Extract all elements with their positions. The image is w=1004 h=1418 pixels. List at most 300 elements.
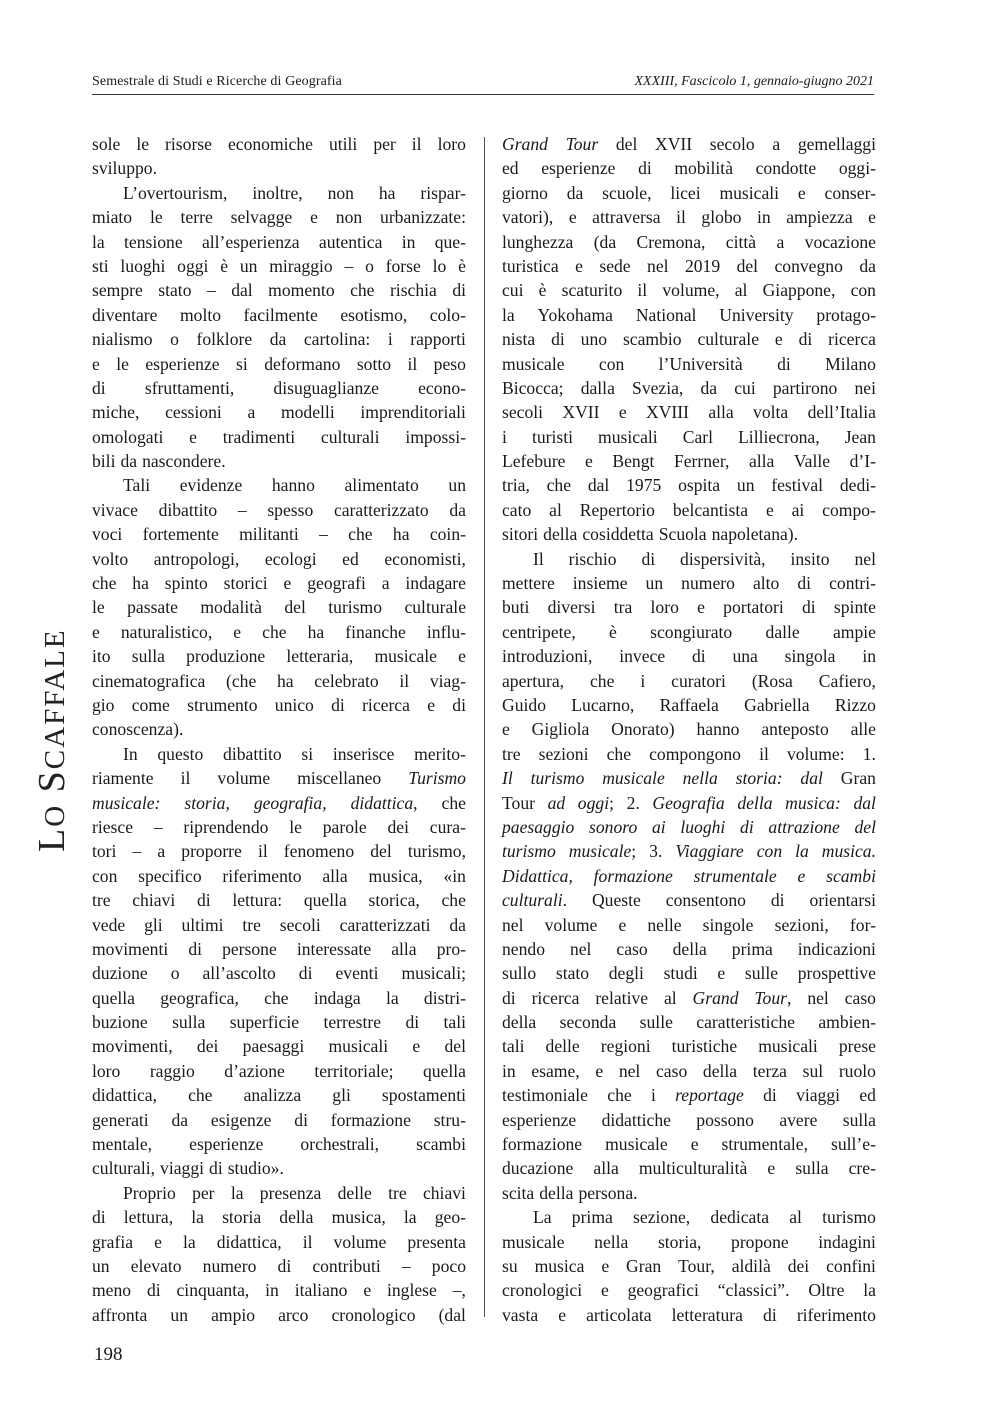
- word: persone: [222, 938, 277, 959]
- word: La: [533, 1207, 552, 1228]
- word: peso: [433, 353, 466, 374]
- word: delle: [545, 1036, 580, 1057]
- word: che: [188, 1085, 213, 1106]
- word: di: [638, 158, 652, 179]
- word: che: [348, 524, 373, 545]
- word: e: [154, 1231, 162, 1252]
- word: viaggi: [796, 1085, 841, 1106]
- word: Gran: [626, 1255, 662, 1276]
- word: scaturito: [561, 280, 623, 301]
- word: XVII: [562, 402, 600, 423]
- word: caratteristiche: [696, 1012, 795, 1033]
- word: un: [239, 255, 258, 276]
- word: un: [645, 573, 664, 594]
- word: condotte: [755, 158, 817, 179]
- word: caso: [616, 938, 648, 959]
- word: del: [444, 1036, 466, 1057]
- word: distri-: [423, 987, 466, 1008]
- word: spesso: [267, 499, 314, 520]
- word: formazione: [502, 1134, 583, 1155]
- word: relative: [595, 987, 649, 1008]
- word: viaggi: [160, 1158, 205, 1179]
- word: di: [740, 816, 754, 837]
- word: alla: [708, 402, 734, 423]
- word: eventi: [335, 963, 379, 984]
- word: orientarsi: [809, 890, 876, 911]
- word: che: [264, 987, 289, 1008]
- word: modalità: [200, 597, 262, 618]
- word: e: [92, 621, 100, 642]
- word: parole: [322, 816, 367, 837]
- word: una: [732, 646, 758, 667]
- text-line: [92, 815, 466, 839]
- word: fenomeno: [283, 841, 355, 862]
- word: proporre: [181, 841, 242, 862]
- word: –: [206, 280, 216, 301]
- word: geografica,: [160, 987, 239, 1008]
- word: compo-: [822, 499, 876, 520]
- word: didattica,: [216, 1231, 282, 1252]
- word: le: [136, 134, 150, 154]
- word: orchestrali,: [300, 1134, 380, 1155]
- word: i: [502, 426, 507, 447]
- word: Geografia: [652, 792, 725, 813]
- word: su: [502, 1255, 518, 1276]
- word: questo: [157, 743, 204, 764]
- word: nel: [569, 938, 592, 959]
- word: spinto: [164, 573, 208, 594]
- word: volume:: [786, 743, 845, 764]
- text-line: [92, 766, 466, 790]
- word: musica: [534, 1255, 585, 1276]
- word: di: [798, 329, 813, 350]
- word: dalle: [765, 621, 800, 642]
- word: 1975: [626, 475, 662, 496]
- text-line: [502, 522, 876, 546]
- word: e: [618, 402, 627, 423]
- word: riferimento: [222, 865, 302, 886]
- word: Proprio: [123, 1182, 176, 1203]
- word: dei: [787, 1255, 810, 1276]
- word: omologati: [92, 426, 164, 447]
- word: turistica: [502, 255, 559, 276]
- word: della: [543, 524, 578, 545]
- word: sfruttamenti,: [144, 377, 235, 398]
- word: musica,: [368, 865, 423, 886]
- word: sullo: [502, 963, 537, 984]
- word: testimoniale: [502, 1085, 588, 1106]
- text-line: [502, 376, 876, 400]
- word: 2.: [626, 792, 640, 813]
- word: facilmente: [243, 304, 318, 325]
- text-line: [92, 693, 466, 717]
- word: Cafiero,: [818, 670, 876, 691]
- word: e: [283, 573, 292, 594]
- word: urbanizzate:: [380, 207, 466, 228]
- word: rapporti: [410, 329, 466, 350]
- word: 1.: [862, 743, 876, 764]
- section-label-lo-scaffale: [30, 628, 77, 852]
- word: un: [170, 1304, 189, 1325]
- word: evidenze: [179, 475, 243, 496]
- word: vede: [92, 914, 126, 935]
- word: specifico: [138, 865, 202, 886]
- word: musicale: [602, 768, 665, 789]
- word: che: [589, 670, 615, 691]
- word: consentono: [665, 890, 746, 911]
- text-line: [92, 303, 466, 327]
- word: e: [233, 621, 242, 642]
- word: unico: [274, 694, 314, 715]
- word: tre: [242, 914, 261, 935]
- word: letteraria,: [286, 646, 354, 667]
- word: Gran: [840, 768, 876, 789]
- word: da: [269, 329, 287, 350]
- word: da: [120, 451, 138, 472]
- word: di: [502, 987, 516, 1008]
- text-line: [502, 425, 876, 449]
- word: cui: [734, 377, 756, 398]
- text-line: [92, 839, 466, 863]
- word: arco: [278, 1304, 309, 1325]
- word: i: [650, 1085, 656, 1106]
- word: culturali: [320, 426, 380, 447]
- text-line: [502, 937, 876, 961]
- word: militanti: [239, 524, 299, 545]
- word: la: [182, 1231, 196, 1252]
- word: sezioni: [538, 743, 589, 764]
- word: musicali: [719, 182, 780, 203]
- word: a: [247, 402, 256, 423]
- word: spostamenti: [381, 1085, 466, 1106]
- text-line: [92, 1278, 466, 1302]
- word: del: [854, 816, 876, 837]
- text-line: [502, 1181, 876, 1205]
- word: per: [192, 1182, 215, 1203]
- word: Queste: [591, 890, 641, 911]
- text-line: [92, 717, 466, 741]
- text-line: [92, 864, 466, 888]
- word: utili: [328, 134, 358, 154]
- word: –: [153, 816, 163, 837]
- word: apertura,: [502, 670, 565, 691]
- word: chiavi: [422, 1182, 466, 1203]
- word: Repertorio: [579, 499, 655, 520]
- word: e: [558, 1304, 567, 1325]
- word: il: [637, 280, 648, 301]
- word: ed: [859, 1085, 876, 1106]
- word: mentale,: [92, 1134, 153, 1155]
- word: e: [412, 1036, 421, 1057]
- text-line: [502, 205, 876, 229]
- word: luoghi: [120, 255, 166, 276]
- text-line: [92, 400, 466, 424]
- word: le: [92, 597, 105, 618]
- word: buzione: [92, 1012, 148, 1033]
- word: delle: [337, 1182, 372, 1203]
- word: musicale: [605, 1134, 668, 1155]
- word: ecologi: [264, 548, 317, 569]
- word: miraggio: [269, 255, 333, 276]
- word: è: [538, 280, 547, 301]
- word: prese: [838, 1036, 876, 1057]
- word: strumento: [187, 694, 258, 715]
- word: sulla: [172, 1012, 206, 1033]
- word: di: [551, 329, 565, 350]
- word: culturali,: [92, 1158, 156, 1179]
- word: di: [801, 597, 816, 618]
- word: all’ascolto: [202, 963, 276, 984]
- word: è: [220, 255, 229, 276]
- word: convegno: [774, 255, 843, 276]
- word: Tour: [502, 792, 535, 813]
- word: terrestre: [323, 1012, 382, 1033]
- word: di: [777, 353, 791, 374]
- word: ampie: [833, 621, 876, 642]
- word: confini: [826, 1255, 876, 1276]
- word: “classici”.: [717, 1280, 790, 1301]
- word: lunghezza: [502, 231, 574, 252]
- word: il: [411, 134, 422, 154]
- word: le: [116, 353, 129, 374]
- word: scita: [502, 1182, 535, 1203]
- text-line: [92, 473, 466, 497]
- word: dal: [587, 475, 610, 496]
- text-line: [502, 1278, 876, 1302]
- word: il: [759, 743, 769, 764]
- word: interessate: [296, 938, 372, 959]
- word: –: [344, 255, 354, 276]
- word: dei: [196, 1036, 219, 1057]
- word: e: [363, 1280, 372, 1301]
- word: turismo: [328, 597, 383, 618]
- text-line: [502, 278, 876, 302]
- word: miscellaneo: [297, 768, 382, 789]
- word: i: [640, 670, 646, 691]
- word: In: [123, 743, 138, 764]
- text-line: [92, 620, 466, 644]
- text-line: [502, 1083, 876, 1107]
- word: avere: [779, 1109, 818, 1130]
- word: inglese: [387, 1280, 437, 1301]
- word: finanche: [345, 621, 406, 642]
- word: (Rosa: [751, 670, 793, 691]
- word: per: [373, 134, 396, 154]
- word: sole: [92, 134, 121, 154]
- word: vocazione: [804, 231, 876, 252]
- word: Turismo: [408, 768, 466, 789]
- word: i: [387, 329, 393, 350]
- word: musica.: [821, 841, 876, 862]
- word: sonoro: [589, 816, 638, 837]
- word: Didattica,: [502, 865, 573, 886]
- word: le: [149, 207, 163, 228]
- word: nelle: [647, 914, 682, 935]
- word: musicale: [502, 353, 565, 374]
- word: multiculturalità: [638, 1158, 748, 1179]
- word: ricerca: [362, 694, 410, 715]
- word: prima: [731, 938, 773, 959]
- word: alla: [391, 938, 417, 959]
- word: molto: [179, 304, 222, 325]
- word: un: [736, 475, 755, 496]
- word: secolo: [709, 134, 755, 154]
- word: sul: [802, 1060, 824, 1081]
- word: studi: [663, 963, 698, 984]
- text-line: [92, 937, 466, 961]
- word: Tour,: [754, 987, 792, 1008]
- word: conoscenza).: [92, 719, 184, 740]
- word: riferimento: [796, 1304, 876, 1325]
- word: ed: [342, 548, 359, 569]
- word: italiano: [294, 1280, 348, 1301]
- word: cronologici: [502, 1280, 583, 1301]
- word: di: [770, 890, 785, 911]
- text-line: [92, 1303, 466, 1327]
- word: il: [302, 1231, 313, 1252]
- word: University: [719, 304, 794, 325]
- word: insito: [790, 548, 830, 569]
- text-line: [502, 1254, 876, 1278]
- word: con: [598, 353, 625, 374]
- word: a: [772, 134, 781, 154]
- word: Yokohama: [537, 304, 613, 325]
- word: musicale: [502, 1231, 565, 1252]
- word: geo-: [434, 1207, 466, 1228]
- word: coin-: [429, 524, 466, 545]
- word: folklore: [196, 329, 253, 350]
- word: merito-: [414, 743, 466, 764]
- word: diversi: [547, 597, 596, 618]
- word: for-: [849, 914, 876, 935]
- word: secoli: [502, 402, 544, 423]
- word: esigenze: [210, 1109, 272, 1130]
- word: di: [92, 1207, 106, 1228]
- word: alla: [322, 865, 348, 886]
- word: singole: [702, 914, 754, 935]
- word: chiavi: [132, 890, 176, 911]
- word: a: [381, 573, 390, 594]
- word: in: [757, 207, 771, 228]
- word: caso: [655, 1060, 688, 1081]
- text-line: [92, 1156, 466, 1180]
- word: da: [859, 255, 876, 276]
- text-line: [92, 205, 466, 229]
- word: di: [209, 1158, 223, 1179]
- word: vasta: [502, 1304, 539, 1325]
- word: di: [188, 938, 202, 959]
- text-line: [502, 230, 876, 254]
- word: mobilità: [674, 158, 733, 179]
- word: Valle: [793, 451, 831, 472]
- word: Svezia,: [632, 377, 684, 398]
- word: sede: [599, 255, 631, 276]
- word: voci: [92, 524, 123, 545]
- word: musicale:: [92, 792, 161, 813]
- word: sulle: [639, 1012, 673, 1033]
- word: Milano: [825, 353, 876, 374]
- text-line: [92, 1230, 466, 1254]
- word: autentica: [318, 231, 383, 252]
- word: viag-: [429, 670, 466, 691]
- word: –: [401, 1255, 411, 1276]
- text-line: [92, 254, 466, 278]
- word: luoghi: [680, 816, 726, 837]
- text-line: [502, 1108, 876, 1132]
- word: volta: [753, 402, 789, 423]
- word: –: [132, 841, 142, 862]
- word: cre-: [848, 1158, 876, 1179]
- text-line: [92, 132, 466, 156]
- word: lo: [432, 255, 447, 276]
- word: Grand: [692, 987, 739, 1008]
- word: il: [407, 353, 418, 374]
- word: sulla: [842, 1109, 876, 1130]
- word: cura-: [429, 816, 466, 837]
- word: che: [350, 280, 375, 301]
- word: risorse: [165, 134, 212, 154]
- text-line: [502, 644, 876, 668]
- word: seconda: [559, 1012, 617, 1033]
- word: –: [237, 499, 247, 520]
- word: analizza: [243, 1085, 302, 1106]
- word: generati: [92, 1109, 149, 1130]
- word: geografi: [307, 573, 366, 594]
- text-line: [502, 132, 876, 156]
- word: di: [763, 1085, 777, 1106]
- word: e: [502, 719, 510, 740]
- word: del: [370, 841, 392, 862]
- word: caratterizzato: [333, 499, 429, 520]
- word: dispersività,: [680, 548, 766, 569]
- text-line: [92, 522, 466, 546]
- word: sull’e-: [831, 1134, 876, 1155]
- word: musicali: [758, 1036, 818, 1057]
- word: di: [294, 1109, 308, 1130]
- word: disuguaglianze: [273, 377, 379, 398]
- text-line: [92, 1132, 466, 1156]
- word: didattica,: [92, 1085, 157, 1106]
- word: L’overtourism,: [123, 182, 228, 203]
- word: miche,: [92, 402, 140, 423]
- word: cronologico: [331, 1304, 416, 1325]
- word: ampio: [211, 1304, 256, 1325]
- word: fortemente: [142, 524, 219, 545]
- word: del: [284, 597, 306, 618]
- word: nel: [502, 914, 524, 935]
- word: strumentale,: [721, 1134, 808, 1155]
- text-line: [502, 717, 876, 741]
- word: della: [539, 1182, 574, 1203]
- word: indagare: [405, 573, 466, 594]
- word: da: [449, 914, 466, 935]
- text-line: [92, 1034, 466, 1058]
- word: e: [600, 1280, 609, 1301]
- word: impossi-: [405, 426, 466, 447]
- word: strumentale: [693, 865, 777, 886]
- word: sti: [92, 255, 109, 276]
- word: Onorato): [611, 719, 675, 740]
- word: dal: [231, 280, 253, 301]
- word: di: [452, 694, 466, 715]
- text-line: [502, 839, 876, 863]
- word: movimenti,: [92, 1036, 173, 1057]
- word: di: [763, 1304, 777, 1325]
- issue-info: XXXIII, Fascicolo 1, gennaio-giugno 2021: [634, 74, 874, 89]
- page-number: 198: [94, 1344, 123, 1365]
- word: festival: [771, 475, 824, 496]
- word: musica,: [331, 1207, 386, 1228]
